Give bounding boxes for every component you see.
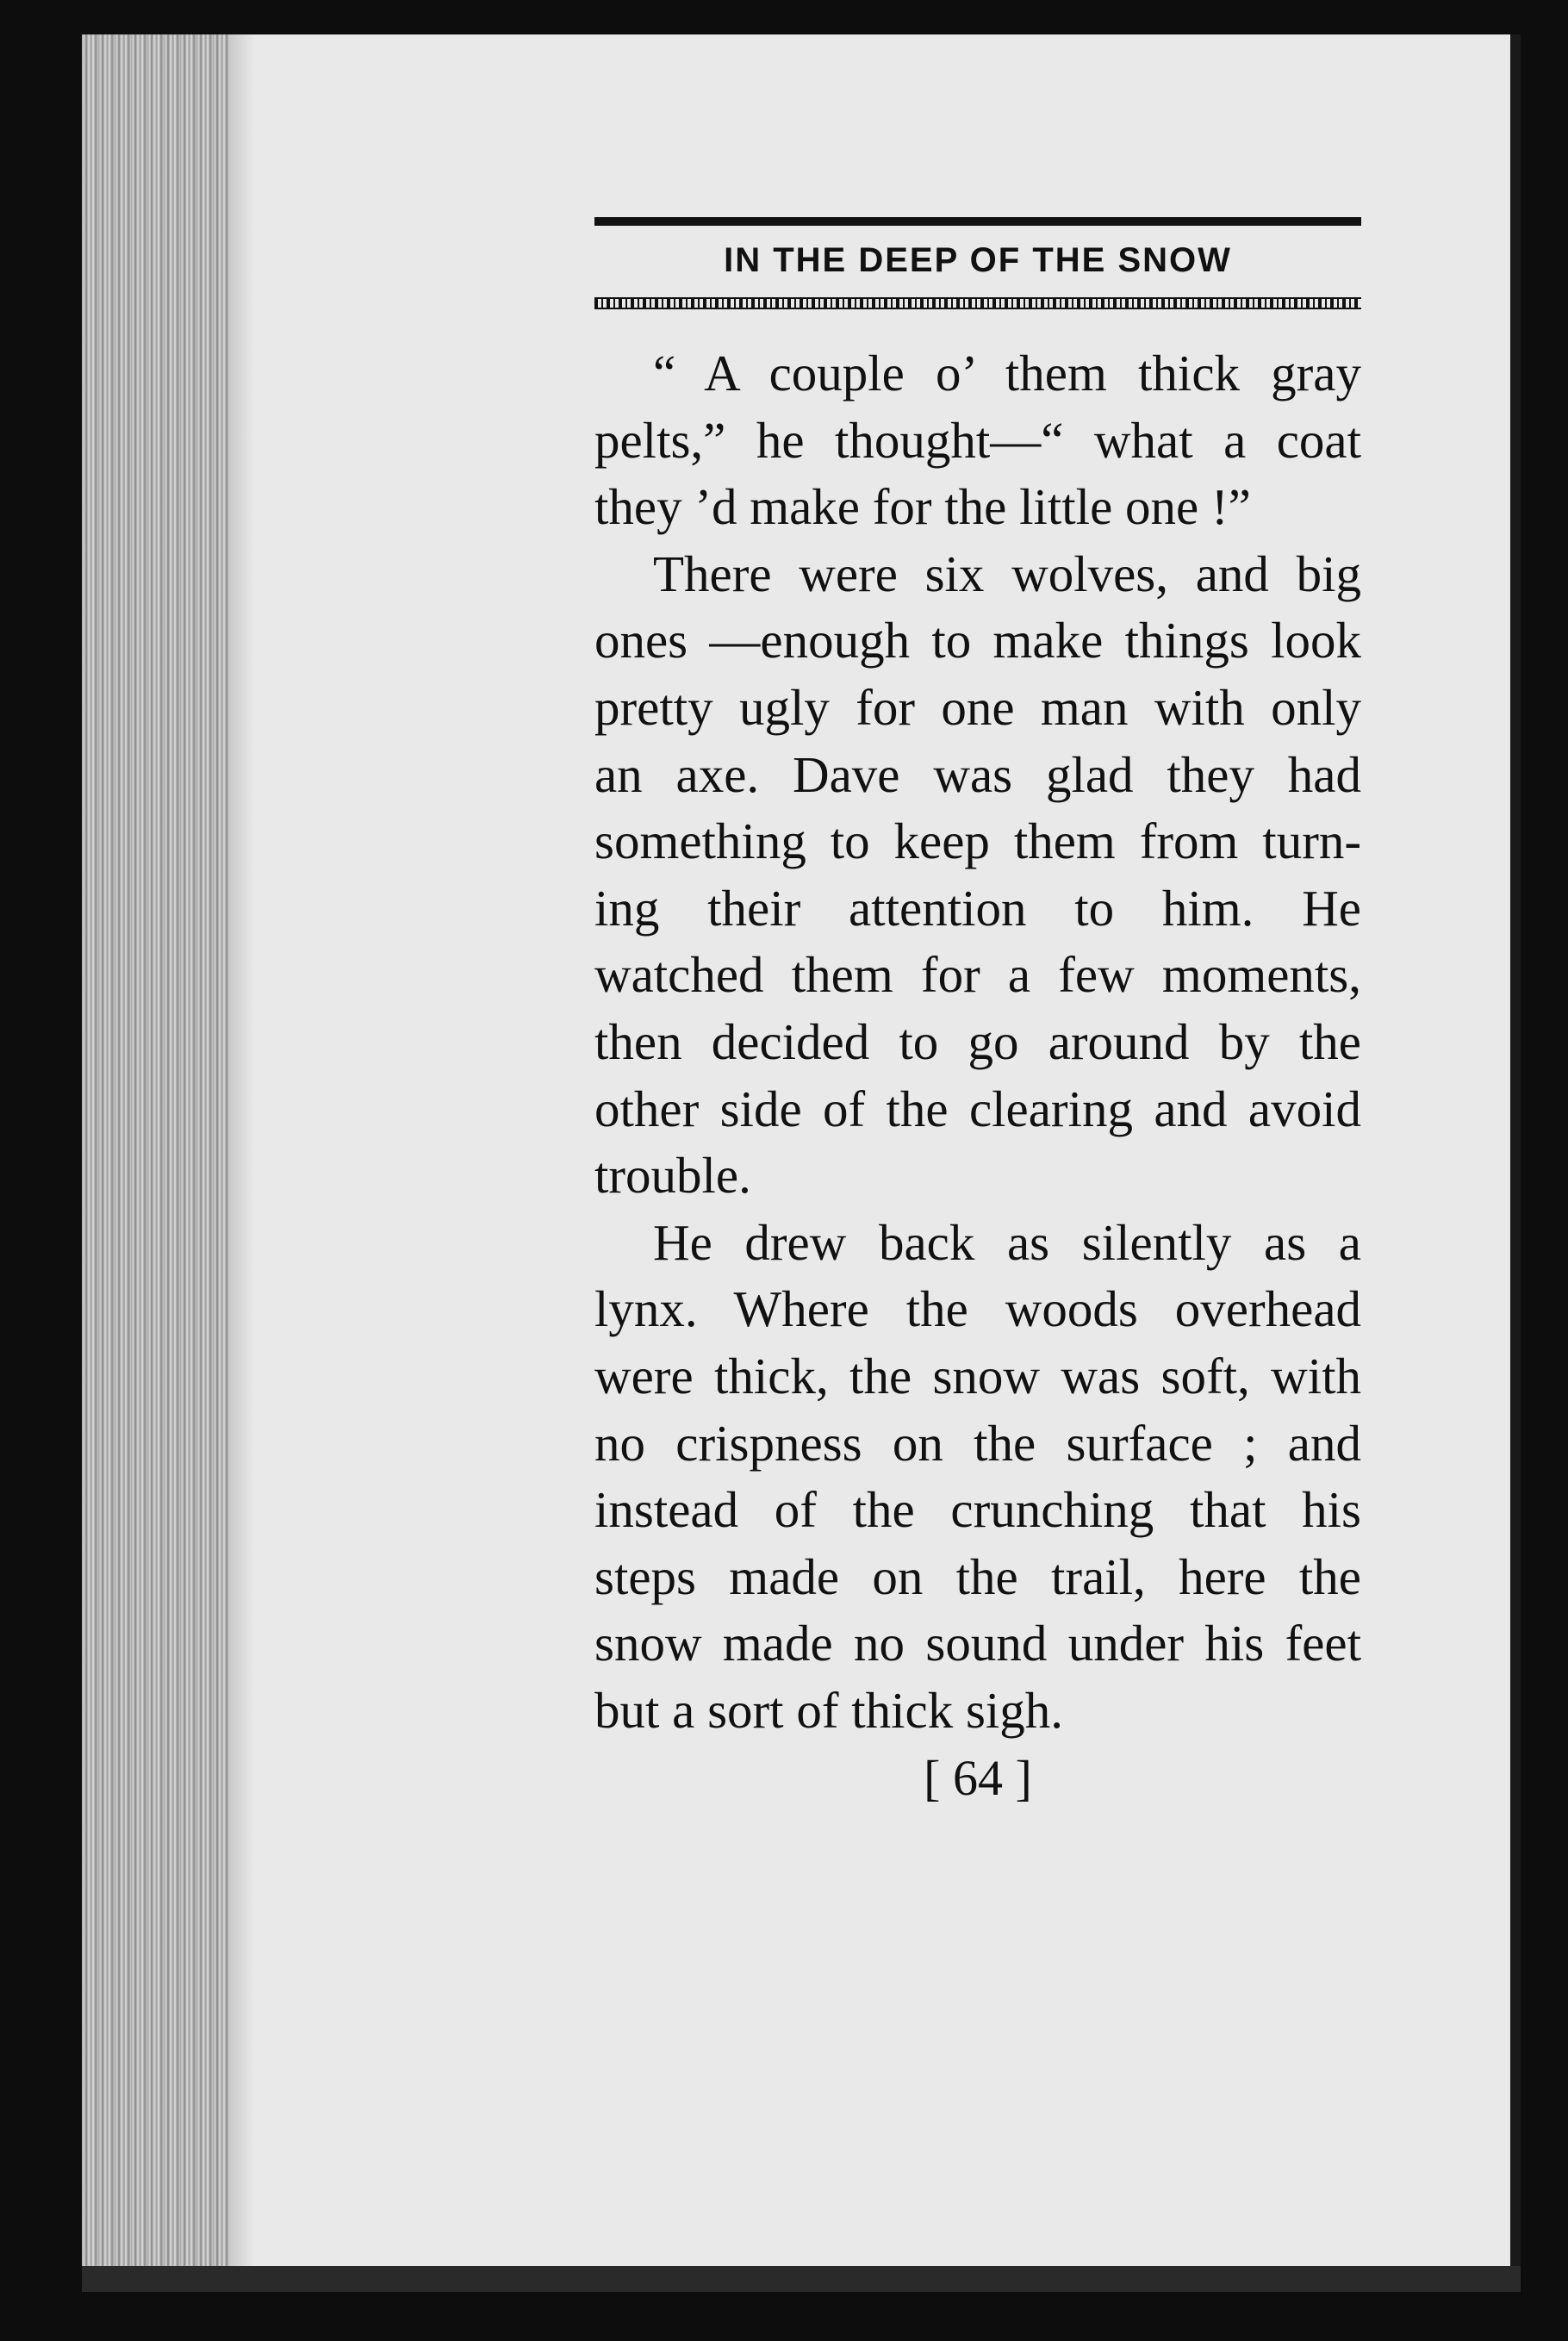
paragraph-2 [594, 541, 1361, 1210]
running-head: IN THE DEEP OF THE SNOW [724, 241, 1232, 279]
page-bottom-edge [82, 2266, 1521, 2292]
text-line: then decided to go around by the [594, 1012, 1361, 1070]
text-line: snow made no sound under his feet [594, 1615, 1361, 1672]
text-line: no crispness on the surface ; and [594, 1414, 1361, 1472]
text-line: pelts,” he thought—“ what a coat [594, 411, 1361, 469]
page-number: [ 64 ] [924, 1750, 1032, 1806]
body-text [594, 340, 1361, 1744]
text-line: other side of the clearing and avoid [594, 1080, 1361, 1137]
text-line: something to keep them from turn- [594, 813, 1361, 870]
page-right-edge [1510, 34, 1521, 2266]
gutter-shadow [228, 34, 254, 2266]
text-line: watched them for a few moments, [594, 946, 1361, 1004]
ornamental-rule [594, 297, 1361, 309]
text-line: trouble. [594, 1147, 751, 1205]
text-line: they ’d make for the little one !” [594, 478, 1251, 536]
text-line: lynx. Where the woods overhead [594, 1280, 1361, 1338]
text-line: instead of the crunching that his [594, 1481, 1361, 1539]
text-line: but a sort of thick sigh. [594, 1681, 1064, 1739]
text-line: He drew back as silently as a [653, 1213, 1361, 1271]
text-line: ones —enough to make things look [594, 612, 1361, 669]
header-rule [594, 217, 1361, 226]
text-line: There were six wolves, and big [653, 545, 1361, 602]
text-line: “ A couple o’ them thick gray [653, 345, 1361, 402]
book-gutter [82, 34, 228, 2266]
text-line: steps made on the trail, here the [594, 1547, 1361, 1605]
paragraph-3 [594, 1210, 1361, 1745]
text-line: an axe. Dave was glad they had [594, 745, 1361, 803]
paragraph-1 [594, 340, 1361, 541]
text-line: ing their attention to him. He [594, 879, 1361, 937]
text-line: were thick, the snow was soft, with [594, 1347, 1361, 1404]
text-line: pretty ugly for one man with only [594, 678, 1361, 736]
